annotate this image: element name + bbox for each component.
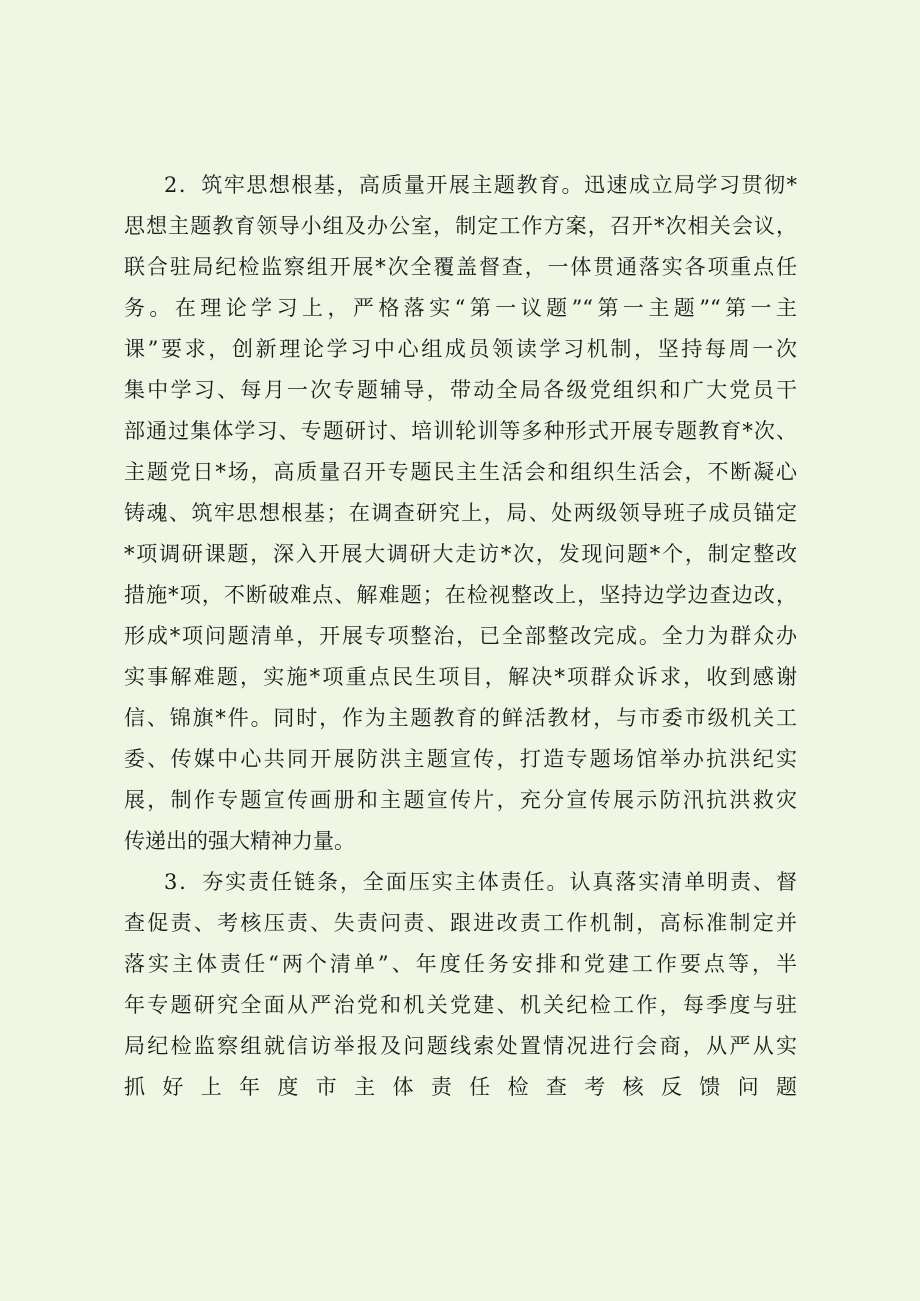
paragraph-2-line-16: 展，制作专题宣传画册和主题宣传片，充分宣传展示防汛抗洪救灾 — [124, 788, 797, 812]
paragraph-2-line-4: 务。在理论学习上，严格落实“第一议题”“第一主题”“第一主 — [124, 296, 797, 320]
paragraph-2-line-3: 联合驻局纪检监察组开展*次全覆盖督查，一体贯通落实各项重点任 — [124, 255, 797, 279]
paragraph-2-line-7: 部通过集体学习、专题研讨、培训轮训等多种形式开展专题教育*次、 — [124, 419, 797, 443]
paragraph-2-line-14: 信、锦旗*件。同时，作为主题教育的鲜活教材，与市委市级机关工 — [124, 706, 797, 730]
paragraph-2-line-15: 委、传媒中心共同开展防洪主题宣传，打造专题场馆举办抗洪纪实 — [124, 747, 797, 771]
paragraph-3-line-2: 查促责、考核压责、失责问责、跟进改责工作机制，高标准制定并 — [124, 911, 797, 935]
paragraph-2-line-9: 铸魂、筑牢思想根基；在调查研究上，局、处两级领导班子成员锚定 — [124, 501, 797, 525]
paragraph-2-line-8: 主题党日*场，高质量召开专题民主生活会和组织生活会，不断凝心 — [124, 460, 797, 484]
paragraph-2-line-6: 集中学习、每月一次专题辅导，带动全局各级党组织和广大党员干 — [124, 378, 797, 402]
paragraph-3-line-6: 抓好上年度市主体责任检查考核反馈问题 — [124, 1075, 797, 1099]
paragraph-2-line-13: 实事解难题，实施*项重点民生项目，解决*项群众诉求，收到感谢 — [124, 665, 797, 689]
paragraph-2-line-2: 思想主题教育领导小组及办公室，制定工作方案，召开*次相关会议， — [124, 214, 797, 238]
paragraph-2-line-10: *项调研课题，深入开展大调研大走访*次，发现问题*个，制定整改 — [124, 542, 797, 566]
paragraph-3-line-3: 落实主体责任“两个清单”、年度任务安排和党建工作要点等，半 — [124, 952, 797, 976]
paragraph-2-line-12: 形成*项问题清单，开展专项整治，已全部整改完成。全力为群众办 — [124, 624, 797, 648]
paragraph-2-line-5: 课”要求，创新理论学习中心组成员领读学习机制，坚持每周一次 — [124, 337, 797, 361]
paragraph-2-line-17: 传递出的强大精神力量。 — [124, 829, 355, 853]
paragraph-2-line-11: 措施*项，不断破难点、解难题；在检视整改上，坚持边学边查边改， — [124, 583, 797, 607]
paragraph-3-line-5: 局纪检监察组就信访举报及问题线索处置情况进行会商，从严从实 — [124, 1034, 797, 1058]
paragraph-2-line-1: 2．筑牢思想根基，高质量开展主题教育。迅速成立局学习贯彻* — [164, 173, 797, 197]
paragraph-3-line-1: 3．夯实责任链条，全面压实主体责任。认真落实清单明责、督 — [164, 870, 797, 894]
paragraph-3-line-4: 年专题研究全面从严治党和机关党建、机关纪检工作，每季度与驻 — [124, 993, 797, 1017]
